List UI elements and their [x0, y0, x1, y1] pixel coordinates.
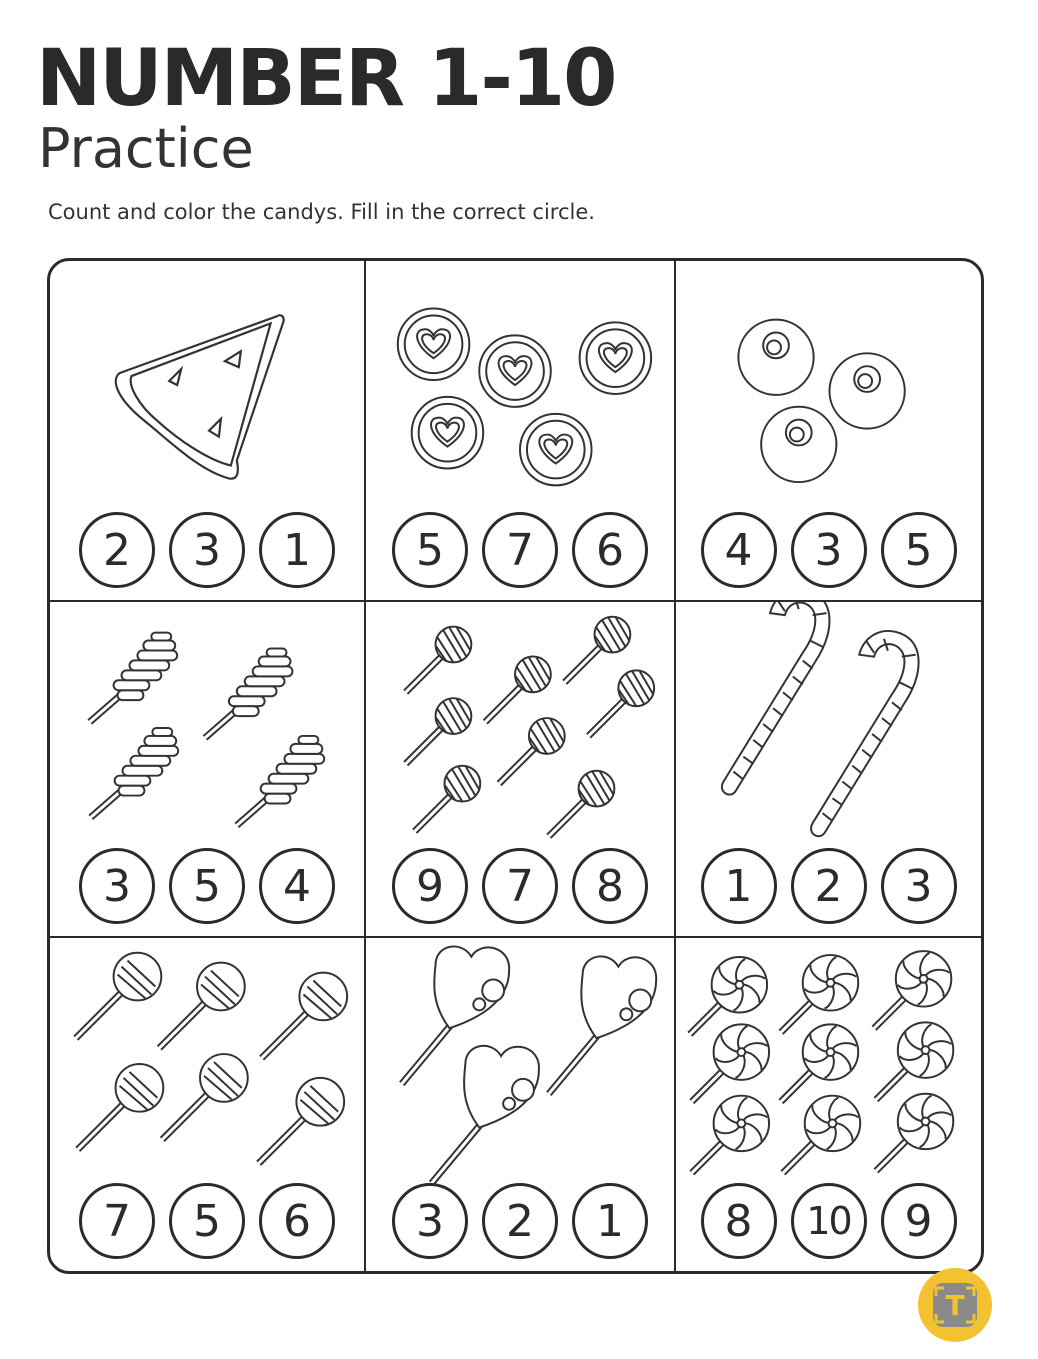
problem-cell [676, 261, 981, 602]
answer-circle[interactable]: 5 [392, 512, 468, 588]
striped-lollipop-icon [366, 602, 674, 852]
answer-circle[interactable]: 1 [572, 1183, 648, 1259]
answer-choices [366, 848, 674, 924]
answer-choices [50, 512, 364, 588]
answer-choices [50, 1183, 364, 1259]
answer-circle[interactable]: 8 [572, 848, 648, 924]
answer-circle[interactable]: 9 [392, 848, 468, 924]
answer-circle[interactable]: 4 [259, 848, 335, 924]
problem-cell [50, 602, 366, 938]
gumball-icon [676, 261, 981, 511]
answer-circle[interactable]: 5 [881, 512, 957, 588]
answer-circle[interactable]: 3 [169, 512, 245, 588]
round-lollipop-icon [50, 938, 364, 1188]
answer-circle[interactable]: 3 [881, 848, 957, 924]
problem-cell [676, 938, 981, 1271]
answer-circle[interactable]: 2 [79, 512, 155, 588]
problem-cell [676, 602, 981, 938]
answer-circle[interactable]: 3 [791, 512, 867, 588]
problem-cell [366, 938, 676, 1271]
watermelon-slice-candy-icon [50, 261, 364, 511]
answer-circle[interactable]: 1 [701, 848, 777, 924]
answer-choices [50, 848, 364, 924]
worksheet-subtitle: Practice [38, 117, 254, 180]
candy-cane-icon [676, 602, 981, 852]
problem-cell [50, 938, 366, 1271]
problem-cell [366, 261, 676, 602]
answer-circle[interactable]: 3 [79, 848, 155, 924]
answer-circle[interactable]: 4 [701, 512, 777, 588]
logo-letter: T [945, 1289, 965, 1322]
swirl-lollipop-icon [676, 938, 981, 1188]
answer-choices [676, 512, 981, 588]
answer-circle[interactable]: 3 [392, 1183, 468, 1259]
answer-circle[interactable]: 6 [259, 1183, 335, 1259]
answer-circle[interactable]: 6 [572, 512, 648, 588]
answer-circle[interactable]: 5 [169, 1183, 245, 1259]
teachers-logo-icon [916, 1266, 994, 1344]
answer-circle[interactable]: 2 [482, 1183, 558, 1259]
answer-circle[interactable]: 9 [881, 1183, 957, 1259]
problem-cell [366, 602, 676, 938]
problem-grid [47, 258, 984, 1274]
stacked-candy-stick-icon [50, 602, 364, 852]
answer-circle[interactable]: 2 [791, 848, 867, 924]
answer-circle[interactable]: 1 [259, 512, 335, 588]
heart-lollipop-icon [366, 938, 674, 1188]
answer-circle[interactable]: 10 [791, 1183, 867, 1259]
answer-choices [676, 1183, 981, 1259]
answer-circle[interactable]: 7 [482, 848, 558, 924]
answer-choices [366, 512, 674, 588]
instruction-text: Count and color the candys. Fill in the correct circle. [48, 200, 595, 224]
answer-circle[interactable]: 7 [482, 512, 558, 588]
problem-cell [50, 261, 366, 602]
answer-circle[interactable]: 8 [701, 1183, 777, 1259]
answer-choices [676, 848, 981, 924]
worksheet-title: NUMBER 1-10 [36, 34, 616, 124]
answer-circle[interactable]: 7 [79, 1183, 155, 1259]
answer-choices [366, 1183, 674, 1259]
answer-circle[interactable]: 5 [169, 848, 245, 924]
heart-button-candy-icon [366, 261, 674, 511]
